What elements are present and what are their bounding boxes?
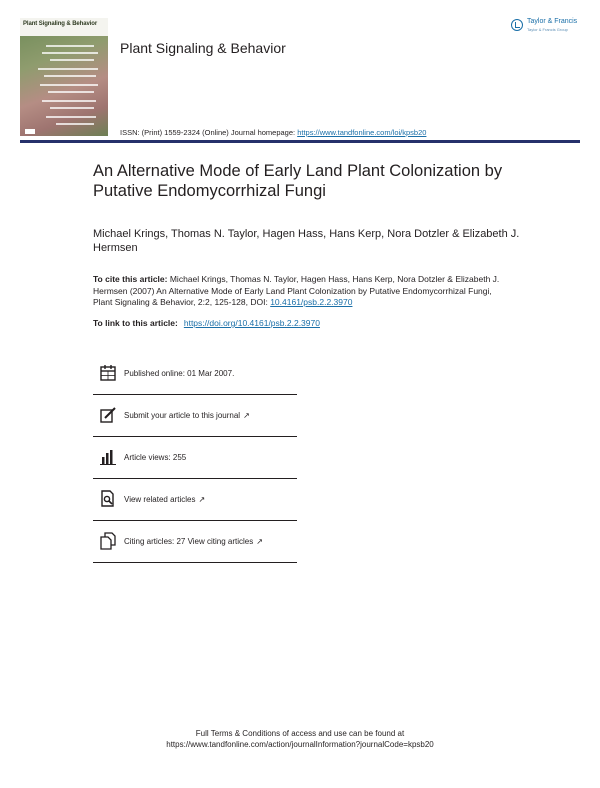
cover-text-line — [50, 107, 94, 109]
cover-text-line — [44, 75, 96, 77]
submit-article-label: Submit your article to this journal — [124, 411, 241, 420]
related-articles-link[interactable] — [124, 495, 205, 504]
header-divider — [20, 140, 580, 143]
article-views-item — [93, 438, 297, 479]
article-views-text: Article views: 255 — [124, 453, 187, 462]
cover-text-line — [38, 68, 98, 70]
cover-text-line — [42, 52, 98, 54]
published-online-text: Published online: 01 Mar 2007. — [124, 369, 235, 378]
bar-chart-icon — [99, 448, 117, 466]
doi-link[interactable]: 10.4161/psb.2.2.3970 — [270, 297, 353, 307]
citation-text: Michael Krings, Thomas N. Taylor, Hagen Hass, Hans Kerp, Nora Dotzler & Elizabeth J. Hermsen (2007) An Alternative Mode of Early Land Plant Colonization by Putative Endomycorrhizal Fungi, Plant Signaling & Behavior, 2:2, 125-128, DOI: — [93, 274, 500, 307]
publisher-name: Taylor & Francis — [527, 18, 578, 25]
issn-line — [120, 128, 426, 137]
terms-text: Full Terms & Conditions of access and use can be found at — [195, 729, 405, 738]
cover-text-line — [40, 84, 98, 86]
cover-text-line — [42, 100, 96, 102]
publisher-logo-icon — [511, 19, 523, 31]
terms-footer — [0, 728, 600, 750]
search-document-icon — [99, 490, 117, 508]
citation-label: To cite this article: — [93, 274, 168, 284]
external-link-icon: ↗ — [256, 537, 263, 546]
cover-title: Plant Signaling & Behavior — [23, 21, 98, 27]
publisher-tagline: Taylor & Francis Group — [527, 27, 568, 32]
article-authors: Michael Krings, Thomas N. Taylor, Hagen Hass, Hans Kerp, Nora Dotzler & Elizabeth J. Hermsen — [93, 228, 520, 254]
citation-block — [93, 274, 513, 309]
journal-cover-image — [20, 18, 108, 136]
cover-logo-icon — [25, 129, 35, 134]
publisher-logo — [511, 18, 583, 34]
cover-text-line — [48, 91, 94, 93]
article-link-line — [93, 318, 320, 328]
cover-text-line — [46, 116, 96, 118]
article-title: An Alternative Mode of Early Land Plant Colonization by Putative Endomycorrhizal Fungi — [93, 162, 503, 200]
citing-articles-link[interactable] — [124, 537, 263, 546]
published-online-item — [93, 354, 297, 395]
edit-icon — [99, 406, 117, 424]
related-articles-label: View related articles — [124, 495, 196, 504]
cover-text-line — [56, 123, 94, 125]
journal-homepage-link[interactable]: https://www.tandfonline.com/loi/kpsb20 — [297, 128, 427, 137]
external-link-icon: ↗ — [198, 495, 206, 504]
calendar-icon — [99, 364, 117, 382]
citing-articles-item[interactable] — [93, 522, 297, 563]
terms-url[interactable]: https://www.tandfonline.com/action/journalInformation?journalCode=kpsb20 — [166, 740, 434, 749]
external-link-icon: ↗ — [243, 411, 250, 420]
submit-article-item[interactable] — [93, 396, 297, 437]
cover-text-line — [46, 45, 94, 47]
issn-text: ISSN: (Print) 1559-2324 (Online) Journal homepage: — [120, 128, 298, 137]
article-doi-url-link[interactable]: https://doi.org/10.4161/psb.2.2.3970 — [183, 318, 320, 328]
article-info-list — [93, 354, 297, 564]
journal-title: Plant Signaling & Behavior — [120, 40, 286, 56]
related-articles-item[interactable] — [93, 480, 297, 521]
cover-text-line — [50, 59, 94, 61]
submit-article-link[interactable] — [124, 411, 250, 420]
citing-articles-label: Citing articles: 27 View citing articles — [124, 537, 254, 546]
article-link-label: To link to this article: — [93, 318, 178, 328]
citing-articles-icon — [99, 532, 117, 550]
